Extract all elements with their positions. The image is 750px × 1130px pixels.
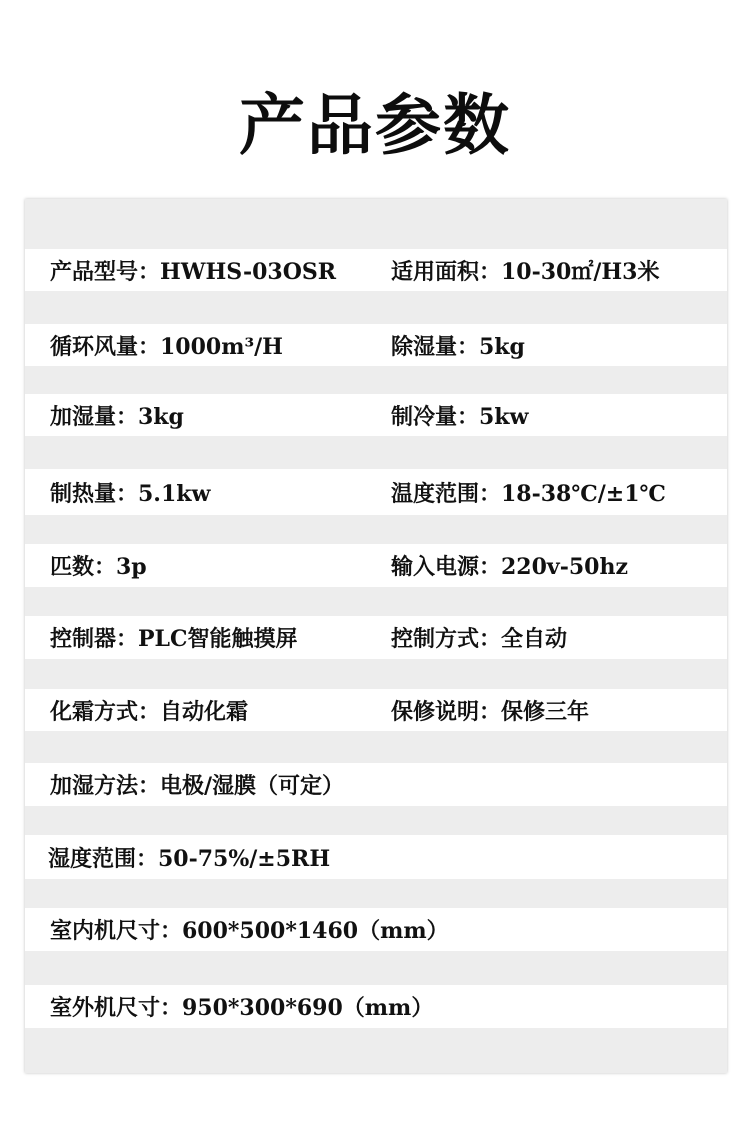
spec-row-humidify-method — [25, 763, 727, 806]
spec-horsepower: 匹数：3p — [50, 554, 147, 580]
spec-row-outdoor-size — [25, 985, 727, 1028]
spec-dehumidify: 除湿量：5kg — [391, 333, 525, 360]
spec-row-heating — [25, 469, 727, 515]
spec-row-controller — [25, 616, 727, 659]
page-title: 产品参数 — [239, 87, 511, 164]
spec-temperature-range: 温度范围：18-38℃/±1℃ — [391, 480, 666, 507]
spec-humidify-method: 加湿方法：电极/湿膜（可定） — [50, 773, 345, 799]
spec-row-airflow — [25, 324, 727, 366]
spec-area: 适用面积：10-30㎡/H3米 — [391, 258, 660, 285]
spec-heating: 制热量：5.1kw — [50, 480, 211, 507]
spec-defrost: 化霜方式：自动化霜 — [50, 698, 249, 725]
spec-controller: 控制器：PLC智能触摸屏 — [50, 626, 298, 652]
spec-row-horsepower — [25, 544, 727, 587]
spec-row-model — [25, 249, 727, 291]
spec-outdoor-size: 室外机尺寸：950*300*690（mm） — [50, 995, 434, 1021]
spec-control-mode: 控制方式：全自动 — [391, 626, 568, 652]
spec-humidity-range: 湿度范围：50-75%/±5RH — [48, 845, 331, 872]
spec-row-humidify — [25, 394, 727, 436]
spec-row-defrost — [25, 689, 727, 731]
spec-humidify: 加湿量：3kg — [50, 403, 184, 430]
spec-cooling: 制冷量：5kw — [391, 403, 529, 430]
spec-card — [25, 199, 727, 1073]
spec-airflow: 循环风量：1000m³/H — [50, 333, 283, 360]
spec-row-humidity-range — [25, 835, 727, 879]
spec-warranty: 保修说明：保修三年 — [391, 698, 590, 725]
spec-row-indoor-size — [25, 908, 727, 951]
spec-indoor-size: 室内机尺寸：600*500*1460（mm） — [50, 918, 449, 944]
spec-model: 产品型号：HWHS-03OSR — [50, 258, 337, 285]
spec-power-input: 输入电源：220v-50hz — [391, 554, 628, 580]
